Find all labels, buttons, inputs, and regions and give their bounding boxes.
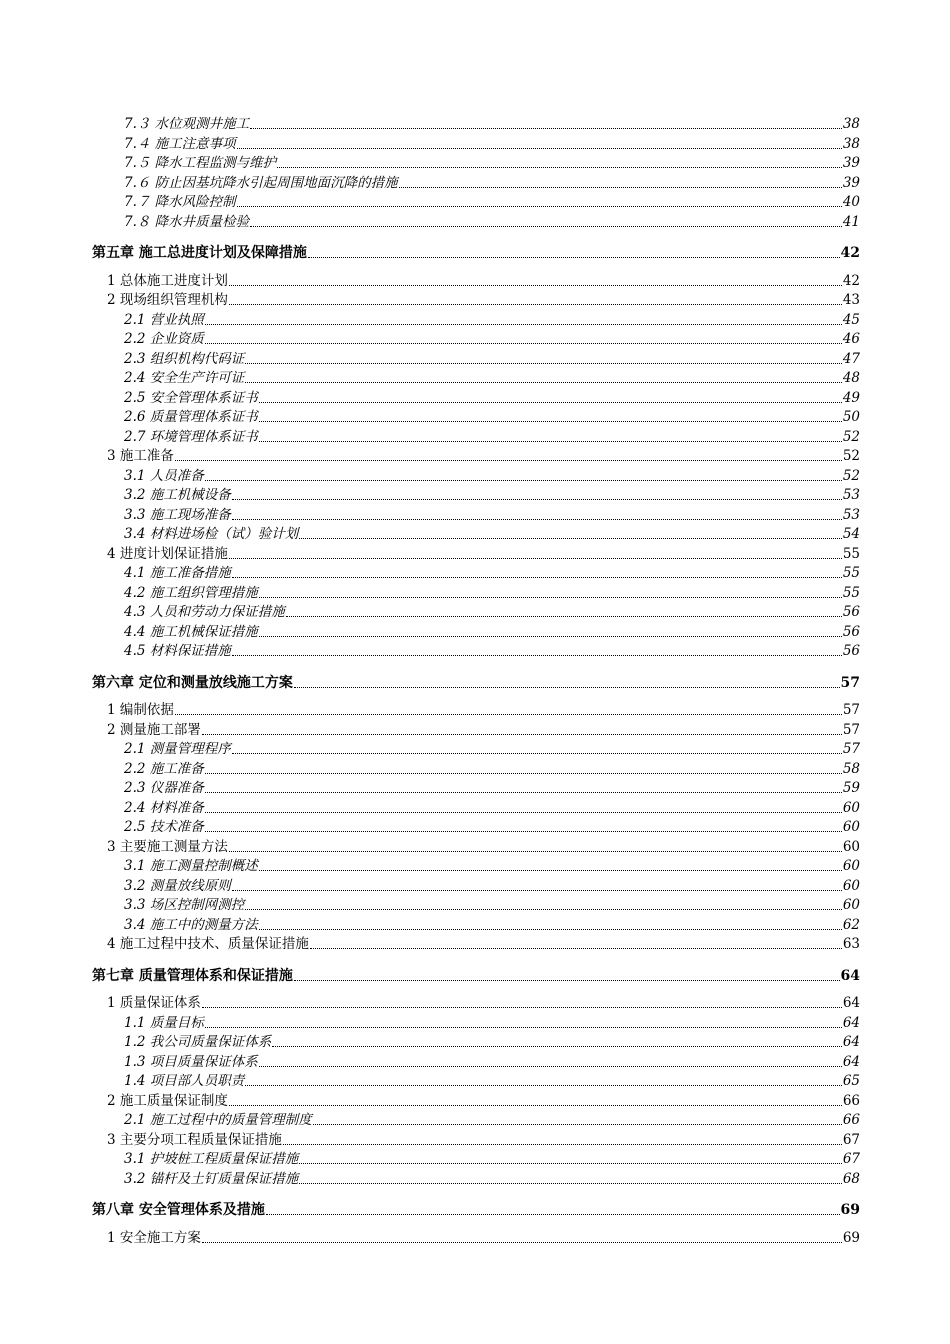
toc-entry-page: 69 (842, 1229, 860, 1246)
toc-entry[interactable] (107, 446, 860, 465)
toc-entry-title: 3.2 锚杆及土钉质量保证措施 (124, 1170, 299, 1187)
toc-dot-leader (175, 714, 842, 715)
toc-entry-title: 2.4 材料准备 (124, 799, 204, 816)
toc-dot-leader (259, 421, 842, 422)
toc-entry[interactable] (124, 466, 860, 485)
toc-entry[interactable] (107, 544, 860, 563)
toc-entry[interactable] (124, 329, 860, 348)
toc-entry[interactable] (124, 1013, 860, 1032)
toc-entry-title: 2.5 安全管理体系证书 (124, 389, 258, 406)
toc-entry-page: 43 (842, 292, 860, 308)
toc-entry[interactable] (124, 563, 860, 582)
toc-dot-leader (205, 812, 842, 813)
toc-entry-page: 63 (842, 936, 860, 952)
toc-dot-leader (245, 909, 842, 910)
toc-dot-leader (308, 257, 840, 258)
toc-entry[interactable] (124, 798, 860, 817)
toc-dot-leader (399, 187, 842, 188)
toc-entry[interactable] (124, 1110, 860, 1129)
toc-entry-title: 1 总体施工进度计划 (107, 272, 228, 289)
toc-entry-page: 54 (842, 526, 860, 542)
toc-entry-page: 66 (842, 1092, 860, 1109)
toc-entry[interactable] (124, 622, 860, 641)
toc-dot-leader (232, 499, 842, 500)
toc-entry-title: 3 主要施工测量方法 (107, 838, 228, 855)
toc-entry[interactable] (124, 212, 860, 231)
toc-dot-leader (259, 1066, 842, 1067)
toc-entry[interactable] (124, 1149, 860, 1168)
toc-entry[interactable] (124, 641, 860, 660)
toc-entry-page: 39 (842, 155, 860, 171)
toc-entry-page: 55 (842, 584, 860, 601)
toc-entry[interactable] (124, 524, 860, 543)
toc-dot-leader (299, 1163, 842, 1164)
toc-entry-title: 7.７ 降水风险控制 (124, 194, 236, 210)
toc-dot-leader (250, 128, 842, 129)
toc-entry[interactable] (92, 1200, 860, 1219)
toc-entry-page: 62 (842, 916, 860, 933)
toc-entry[interactable] (124, 310, 860, 329)
toc-entry-page: 52 (842, 428, 860, 445)
toc-entry[interactable] (107, 993, 860, 1012)
toc-entry-page: 69 (840, 1202, 860, 1218)
toc-entry[interactable] (107, 700, 860, 719)
toc-entry-title: 2.6 质量管理体系证书 (124, 409, 258, 425)
toc-entry-title: 第七章 质量管理体系和保证措施 (92, 967, 293, 984)
toc-entry-page: 42 (842, 272, 860, 289)
toc-dot-leader (232, 890, 842, 891)
toc-entry[interactable] (92, 966, 860, 985)
toc-entry[interactable] (107, 1228, 860, 1247)
toc-entry-page: 64 (840, 967, 860, 984)
toc-entry-page: 58 (842, 760, 860, 777)
toc-entry-title: 2.1 营业执照 (124, 311, 204, 328)
toc-entry[interactable] (107, 837, 860, 856)
toc-entry-page: 59 (842, 780, 860, 796)
toc-entry-title: 1.3 项目质量保证体系 (124, 1053, 258, 1070)
toc-entry-page: 52 (842, 467, 860, 484)
toc-dot-leader (205, 1027, 842, 1028)
toc-entry-page: 38 (842, 135, 860, 152)
toc-entry-title: 2.3 组织机构代码证 (124, 350, 245, 367)
toc-entry-page: 68 (842, 1170, 860, 1187)
toc-entry[interactable] (124, 1052, 860, 1071)
toc-entry-page: 47 (842, 350, 860, 367)
toc-entry-title: 4 施工过程中技术、质量保证措施 (107, 936, 309, 952)
toc-entry[interactable] (124, 192, 860, 211)
toc-entry[interactable] (124, 602, 860, 621)
toc-dot-leader (259, 597, 842, 598)
toc-entry-title: 1 质量保证体系 (107, 995, 201, 1011)
toc-entry-page: 60 (842, 877, 860, 894)
toc-entry[interactable] (124, 1169, 860, 1188)
toc-entry-title: 4 进度计划保证措施 (107, 545, 228, 562)
toc-entry-title: 3.1 人员准备 (124, 467, 204, 484)
toc-entry-page: 64 (842, 1034, 860, 1050)
toc-dot-leader (232, 655, 842, 656)
toc-entry[interactable] (107, 720, 860, 739)
toc-entry-title: 2.1 测量管理程序 (124, 741, 231, 757)
toc-dot-leader (229, 1105, 842, 1106)
toc-entry-title: 2 施工质量保证制度 (107, 1092, 228, 1109)
toc-entry-title: 4.3 人员和劳动力保证措施 (124, 604, 285, 620)
toc-entry-title: 7.４ 施工注意事项 (124, 135, 236, 152)
toc-entry[interactable] (124, 485, 860, 504)
toc-entry[interactable] (124, 856, 860, 875)
toc-dot-leader (277, 167, 842, 168)
toc-dot-leader (205, 773, 842, 774)
toc-dot-leader (205, 324, 842, 325)
toc-entry-title: 3.1 施工测量控制概述 (124, 858, 258, 874)
toc-dot-leader (294, 980, 840, 981)
toc-dot-leader (266, 1214, 840, 1215)
toc-entry-title: 3.3 场区控制网测控 (124, 897, 245, 913)
toc-dot-leader (259, 929, 842, 930)
toc-entry-page: 57 (842, 741, 860, 757)
toc-entry-page: 60 (842, 799, 860, 816)
toc-entry-page: 53 (842, 506, 860, 523)
toc-dot-leader (229, 851, 842, 852)
toc-entry-title: 2 现场组织管理机构 (107, 292, 228, 308)
toc-entry[interactable] (92, 673, 860, 692)
toc-dot-leader (205, 831, 842, 832)
toc-dot-leader (245, 1085, 842, 1086)
toc-dot-leader (229, 304, 842, 305)
toc-entry-title: 2.3 仪器准备 (124, 780, 204, 796)
toc-entry[interactable] (107, 934, 860, 953)
toc-dot-leader (299, 1183, 842, 1184)
toc-entry[interactable] (124, 388, 860, 407)
toc-entry-title: 3.2 测量放线原则 (124, 877, 231, 894)
toc-dot-leader (286, 616, 842, 617)
toc-entry-page: 55 (842, 545, 860, 562)
toc-entry[interactable] (107, 271, 860, 290)
toc-entry[interactable] (124, 153, 860, 172)
toc-entry-page: 48 (842, 370, 860, 386)
toc-dot-leader (232, 577, 842, 578)
toc-entry-page: 50 (842, 409, 860, 425)
toc-entry[interactable] (124, 915, 860, 934)
toc-entry[interactable] (124, 817, 860, 836)
toc-entry-title: 2.1 施工过程中的质量管理制度 (124, 1112, 312, 1128)
toc-entry-title: 7.８ 降水井质量检验 (124, 213, 250, 230)
toc-entry-title: 4.1 施工准备措施 (124, 565, 231, 581)
toc-entry-page: 57 (842, 721, 860, 738)
toc-entry-page: 60 (842, 858, 860, 874)
toc-entry-page: 38 (842, 116, 860, 132)
toc-entry-title: 第六章 定位和测量放线施工方案 (92, 674, 293, 691)
toc-dot-leader (202, 734, 842, 735)
toc-entry-title: 第五章 施工总进度计划及保障措施 (92, 245, 307, 261)
toc-entry-page: 67 (842, 1131, 860, 1148)
toc-entry-page: 64 (842, 1014, 860, 1031)
toc-entry-page: 56 (842, 643, 860, 659)
toc-entry-page: 40 (842, 194, 860, 210)
toc-dot-leader (232, 519, 842, 520)
toc-entry-page: 67 (842, 1151, 860, 1167)
toc-entry-page: 64 (842, 995, 860, 1011)
toc-dot-leader (259, 870, 842, 871)
toc-entry-title: 7.６ 防止因基坑降水引起周围地面沉降的措施 (124, 174, 398, 191)
toc-entry[interactable] (124, 134, 860, 153)
toc-dot-leader (283, 1144, 842, 1145)
toc-entry[interactable] (107, 1091, 860, 1110)
toc-entry[interactable] (124, 368, 860, 387)
toc-dot-leader (310, 948, 842, 949)
toc-entry-page: 55 (842, 565, 860, 581)
toc-entry-title: 1.2 我公司质量保证体系 (124, 1034, 272, 1050)
toc-entry-title: 3.1 护坡桩工程质量保证措施 (124, 1151, 299, 1167)
toc-entry-page: 57 (840, 674, 860, 691)
toc-dot-leader (245, 382, 842, 383)
toc-dot-leader (205, 792, 842, 793)
toc-entry-title: 7.３ 水位观测井施工 (124, 116, 250, 132)
toc-dot-leader (250, 226, 842, 227)
toc-entry[interactable] (124, 114, 860, 133)
toc-entry-page: 41 (842, 213, 860, 230)
toc-entry[interactable] (92, 243, 860, 262)
toc-entry-page: 64 (842, 1053, 860, 1070)
toc-dot-leader (259, 636, 842, 637)
toc-dot-leader (232, 753, 842, 754)
toc-entry-page: 52 (842, 448, 860, 464)
toc-entry[interactable] (124, 1032, 860, 1051)
toc-entry-title: 3.4 材料进场检（试）验计划 (124, 526, 299, 542)
toc-dot-leader (202, 1242, 842, 1243)
toc-entry-page: 60 (842, 897, 860, 913)
toc-entry[interactable] (124, 1071, 860, 1090)
toc-entry-page: 66 (842, 1112, 860, 1128)
toc-dot-leader (237, 148, 842, 149)
toc-entry[interactable] (124, 778, 860, 797)
toc-dot-leader (205, 480, 842, 481)
toc-entry-title: 4.5 材料保证措施 (124, 643, 231, 659)
toc-entry-page: 53 (842, 487, 860, 503)
toc-entry[interactable] (124, 505, 860, 524)
toc-entry-title: 1 安全施工方案 (107, 1229, 201, 1246)
toc-entry-title: 2.2 施工准备 (124, 760, 204, 777)
toc-entry-page: 60 (842, 838, 860, 855)
toc-entry-title: 3.3 施工现场准备 (124, 506, 231, 523)
toc-dot-leader (259, 441, 842, 442)
toc-dot-leader (175, 460, 842, 461)
toc-dot-leader (313, 1124, 842, 1125)
toc-entry-title: 2.4 安全生产许可证 (124, 370, 245, 386)
toc-entry-title: 1 编制依据 (107, 702, 174, 718)
toc-entry[interactable] (107, 290, 860, 309)
toc-entry-page: 49 (842, 389, 860, 406)
toc-entry-page: 56 (842, 623, 860, 640)
toc-entry-title: 3 施工准备 (107, 448, 174, 464)
toc-entry-title: 1.4 项目部人员职责 (124, 1073, 245, 1089)
toc-entry-title: 2 测量施工部署 (107, 721, 201, 738)
toc-dot-leader (294, 687, 840, 688)
toc-entry-page: 39 (842, 174, 860, 191)
toc-entry[interactable] (107, 1130, 860, 1149)
toc-entry-title: 3 主要分项工程质量保证措施 (107, 1131, 282, 1148)
toc-entry-title: 第八章 安全管理体系及措施 (92, 1202, 265, 1218)
toc-dot-leader (202, 1007, 842, 1008)
toc-entry-title: 2.2 企业资质 (124, 331, 204, 347)
toc-entry-page: 57 (842, 702, 860, 718)
toc-entry-page: 60 (842, 819, 860, 835)
toc-entry-title: 4.4 施工机械保证措施 (124, 623, 258, 640)
toc-entry-page: 42 (840, 245, 860, 261)
toc-dot-leader (237, 206, 842, 207)
toc-entry-page: 56 (842, 604, 860, 620)
toc-entry-page: 46 (842, 331, 860, 347)
toc-dot-leader (229, 558, 842, 559)
toc-dot-leader (259, 402, 842, 403)
toc-entry-title: 7.５ 降水工程监测与维护 (124, 155, 277, 171)
toc-entry-page: 65 (842, 1073, 860, 1089)
toc-entry-title: 3.2 施工机械设备 (124, 487, 231, 503)
toc-entry[interactable] (124, 583, 860, 602)
toc-dot-leader (299, 538, 842, 539)
toc-entry-title: 4.2 施工组织管理措施 (124, 584, 258, 601)
toc-entry-title: 2.7 环境管理体系证书 (124, 428, 258, 445)
toc-entry[interactable] (124, 407, 860, 426)
toc-entry[interactable] (124, 895, 860, 914)
toc-dot-leader (245, 363, 842, 364)
toc-dot-leader (205, 343, 842, 344)
toc-dot-leader (229, 285, 842, 286)
toc-entry[interactable] (124, 349, 860, 368)
toc-entry-title: 2.5 技术准备 (124, 819, 204, 835)
toc-entry-page: 45 (842, 311, 860, 328)
toc-entry-title: 3.4 施工中的测量方法 (124, 916, 258, 933)
toc-entry[interactable] (124, 759, 860, 778)
toc-entry[interactable] (124, 876, 860, 895)
toc-entry[interactable] (124, 173, 860, 192)
toc-entry[interactable] (124, 739, 860, 758)
toc-entry-title: 1.1 质量目标 (124, 1014, 204, 1031)
toc-entry[interactable] (124, 427, 860, 446)
toc-dot-leader (272, 1046, 842, 1047)
